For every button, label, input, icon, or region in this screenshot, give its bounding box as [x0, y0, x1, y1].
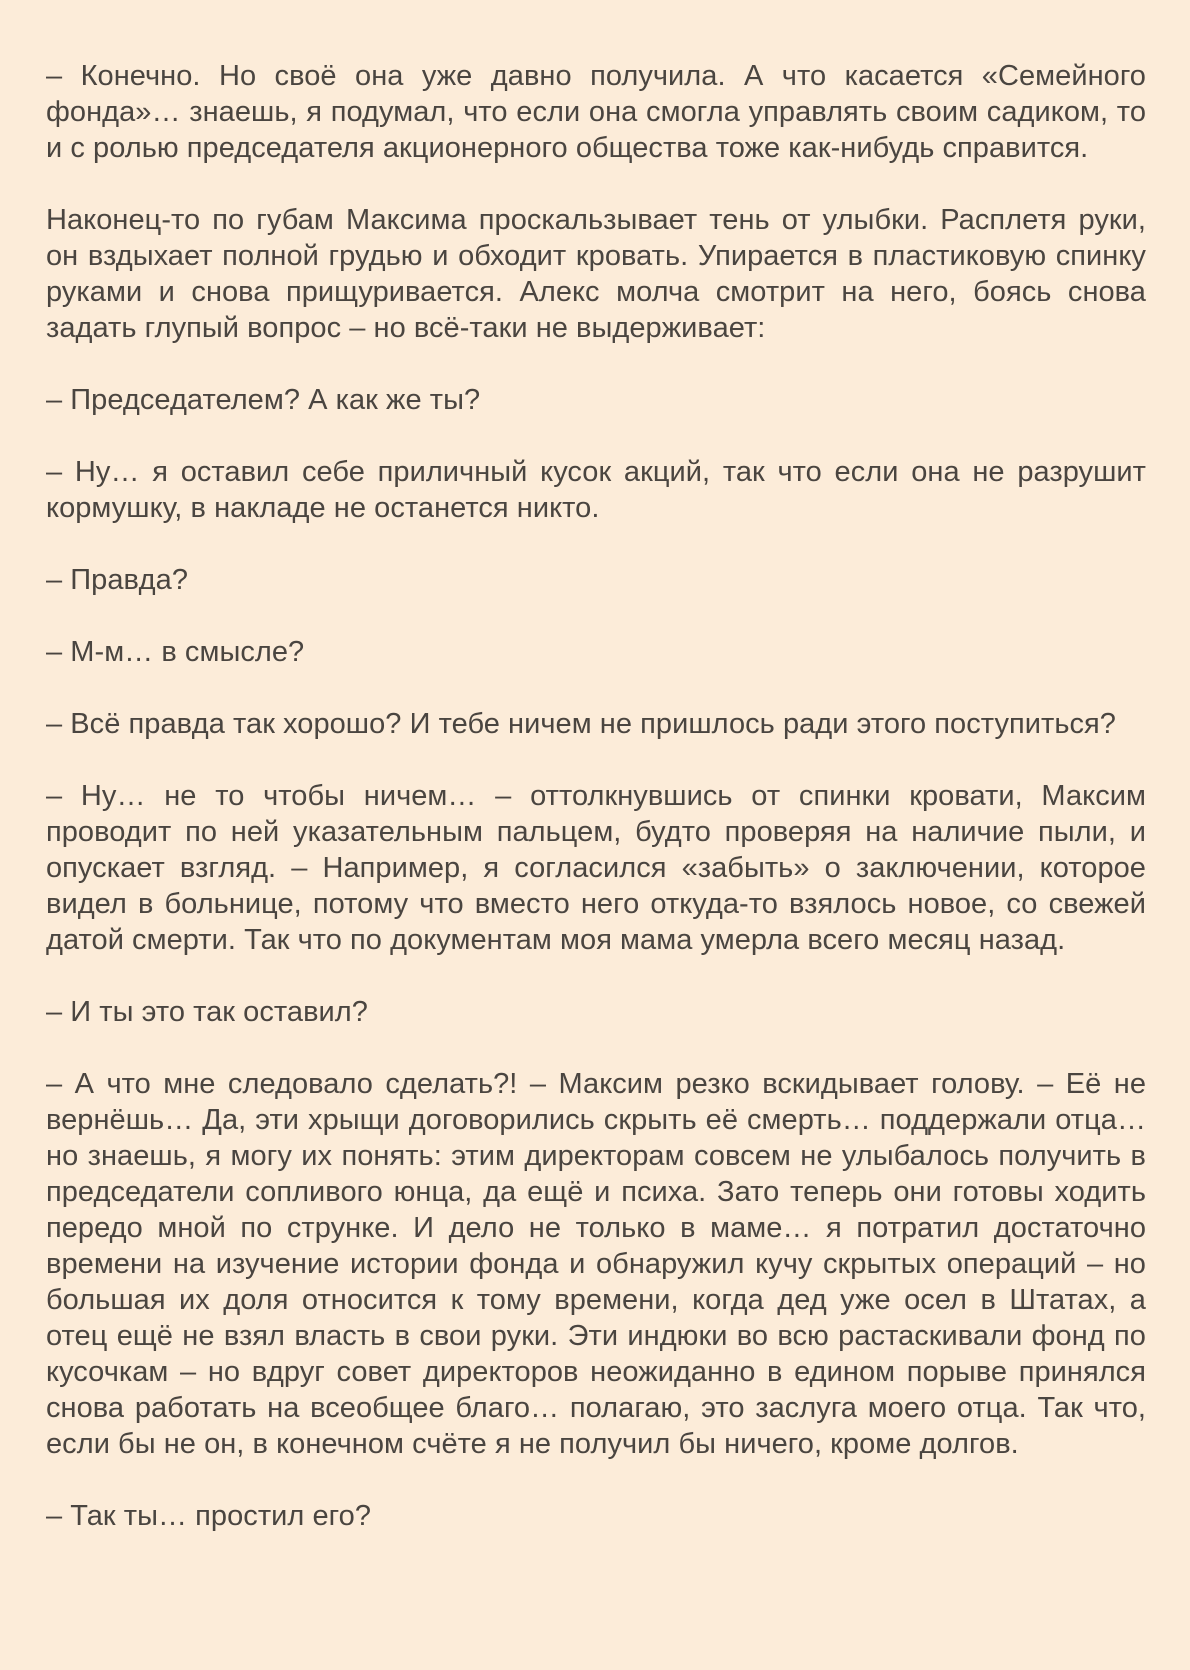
paragraph: – И ты это так оставил? [46, 996, 368, 1028]
paragraph: – Ну… не то чтобы ничем… – оттолкнувшись от спинки кровати, Максим проводит по ней указательным пальцем, будто проверяя на наличие пыли, и опускает взгляд. – Например, я согласился «забыть» о заключении, которое видел в больнице, потому что вместо него откуда-то взялось новое, со свежей датой смерти. Так что по документам моя мама умерла всего месяц назад. [46, 780, 1146, 956]
paragraph: – Ну… я оставил себе приличный кусок акций, так что если она не разрушит кормушку, в накладе не останется никто. [46, 456, 1146, 524]
paragraph: – А что мне следовало сделать?! – Максим резко вскидывает голову. – Её не вернёшь… Да, эти хрыщи договорились скрыть её смерть… поддержали отца… но знаешь, я могу их понять: этим директорам совсем не улыбалось получить в председатели сопливого юнца, да ещё и психа. Зато теперь они готовы ходить передо мной по струнке. И дело не только в маме… я потратил достаточно времени на изучение истории фонда и обнаружил кучу скрытых операций – но большая их доля относится к тому времени, когда дед уже осел в Штатах, а отец ещё не взял власть в свои руки. Эти индюки во всю растаскивали фонд по кусочкам – но вдруг совет директоров неожиданно в едином порыве принялся снова работать на всеобщее благо… полагаю, это заслуга моего отца. Так что, если бы не он, в конечном счёте я не получил бы ничего, кроме долгов. [46, 1068, 1146, 1460]
paragraph: – Всё правда так хорошо? И тебе ничем не пришлось ради этого поступиться? [46, 708, 1116, 740]
paragraph: Наконец-то по губам Максима проскальзывает тень от улыбки. Расплетя руки, он вздыхает полной грудью и обходит кровать. Упирается в пластиковую спинку руками и снова прищуривается. Алекс молча смотрит на него, боясь снова задать глупый вопрос – но всё-таки не выдерживает: [46, 204, 1146, 344]
paragraph: – М-м… в смысле? [46, 636, 305, 668]
paragraph: – Конечно. Но своё она уже давно получила. А что касается «Семейного фонда»… знаешь, я подумал, что если она смогла управлять своим садиком, то и с ролью председателя акционерного общества тоже как-нибудь справится. [46, 60, 1146, 164]
paragraph: – Председателем? А как же ты? [46, 384, 481, 416]
paragraph: – Так ты… простил его? [46, 1500, 371, 1532]
paragraph: – Правда? [46, 564, 188, 596]
